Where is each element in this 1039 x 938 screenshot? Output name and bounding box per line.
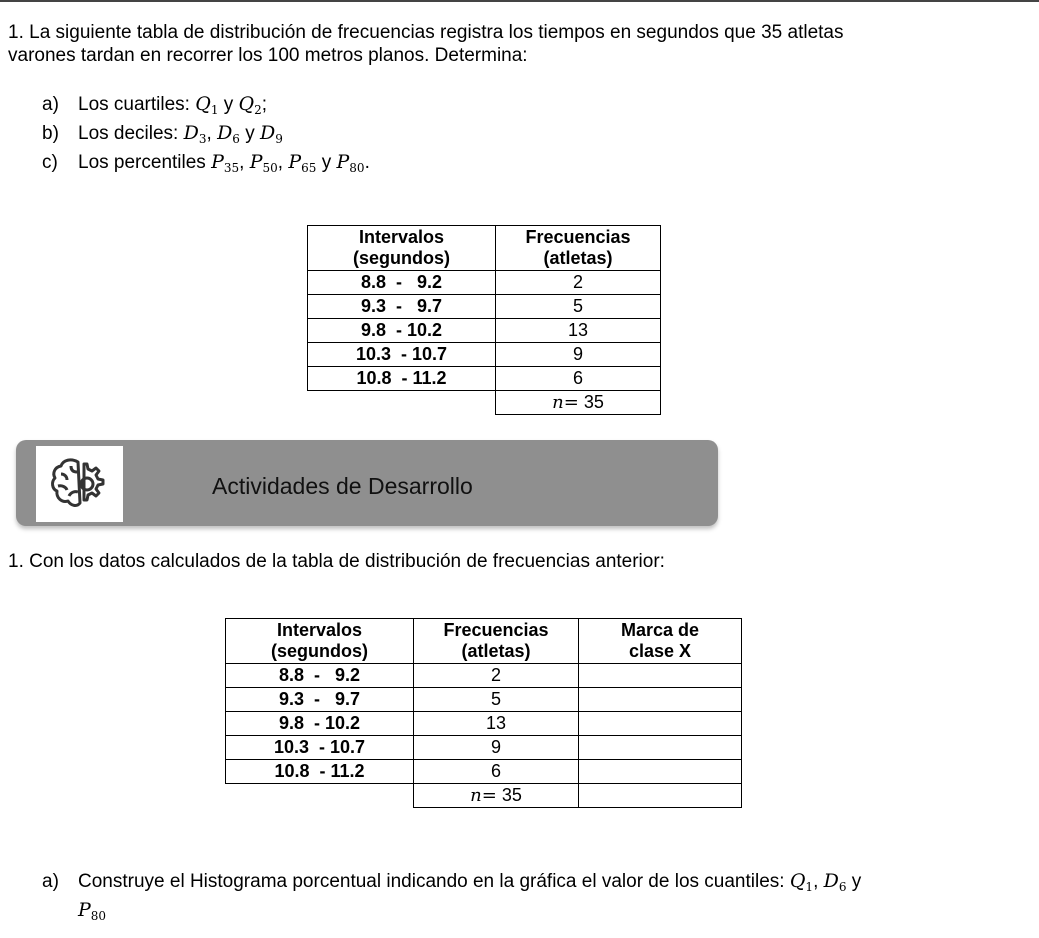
class-mark-cell[interactable] <box>579 736 742 760</box>
table-row: 10.3 - 10.7 9 <box>226 736 742 760</box>
math-p35: $P_{35}$ <box>211 151 240 175</box>
math-d6: $D_6$ <box>823 870 847 894</box>
total-row <box>308 391 661 415</box>
math-d3: $D_3$ <box>183 122 207 146</box>
math-p80: $P_{80}$ <box>336 151 365 175</box>
item-b: b) Los deciles: $D_3$, $D_6$ y $D_9$ <box>42 122 283 146</box>
header-intervals: Intervalos (segundos) <box>226 619 414 664</box>
question-a: a) Construye el Histograma porcentual indicando en la gráfica el valor de los cuantiles: $Q_1$, $D_6$ y <box>42 870 862 894</box>
class-mark-total-cell[interactable] <box>579 784 742 808</box>
math-d6: $D_6$ <box>217 122 240 146</box>
math-q1: $Q_1$ <box>195 93 219 117</box>
brain-gear-icon <box>36 446 123 522</box>
question-a-cont <box>78 899 106 922</box>
table-row: 10.8 - 11.2 6 <box>226 760 742 784</box>
item-a: a) Los cuartiles: $Q_1$ y $Q_2$; <box>42 93 268 117</box>
banner-title: Actividades de Desarrollo <box>212 473 473 499</box>
table-row: 9.3 - 9.7 5 <box>226 688 742 712</box>
header-frequencies: Frecuencias (atletas) <box>414 619 579 664</box>
math-p65: $P_{65}$ <box>288 151 317 175</box>
total-cell: n= 35 <box>414 784 579 808</box>
class-mark-cell[interactable] <box>579 760 742 784</box>
header-intervals: Intervalos (segundos) <box>308 226 496 271</box>
table-row: 9.8 - 10.2 13 <box>308 319 661 343</box>
math-p80: $P_{80}$ <box>78 899 107 923</box>
header-frequencies: Frecuencias (atletas) <box>496 226 661 271</box>
header-class-mark: Marca de clase X <box>579 619 742 664</box>
math-q2: $Q_2$ <box>238 93 262 117</box>
math-p50: $P_{50}$ <box>249 151 278 175</box>
table-row: 10.3 - 10.7 9 <box>308 343 661 367</box>
total-row <box>226 784 742 808</box>
problem-number: 1. <box>8 22 24 43</box>
activities-banner <box>16 440 718 526</box>
problem-line-2: varones tardan en recorrer los 100 metros planos. Determina: <box>8 45 528 66</box>
total-cell: n= 35 <box>496 391 661 415</box>
math-d9: $D_9$ <box>260 122 283 146</box>
table-row: 9.3 - 9.7 5 <box>308 295 661 319</box>
problem-line-1 <box>8 22 844 44</box>
frequency-table-1 <box>307 225 661 415</box>
table-row: 8.8 - 9.2 2 <box>308 271 661 295</box>
class-mark-cell[interactable] <box>579 664 742 688</box>
activity-intro: 1. Con los datos calculados de la tabla de distribución de frecuencias anterior: <box>8 551 665 572</box>
math-q1: $Q_1$ <box>789 870 814 894</box>
class-mark-cell[interactable] <box>579 712 742 736</box>
frequency-table-2 <box>225 618 742 808</box>
table-row: 9.8 - 10.2 13 <box>226 712 742 736</box>
problem-text-1: La siguiente tabla de distribución de frecuencias registra los tiempos en segundos que 35 atletas <box>29 22 844 43</box>
top-rule <box>0 0 1039 2</box>
class-mark-cell[interactable] <box>579 688 742 712</box>
table-row: 8.8 - 9.2 2 <box>226 664 742 688</box>
item-c: c) Los percentiles $P_{35}$, $P_{50}$, $P_{65}$ y $P_{80}$. <box>42 151 370 175</box>
table-row: 10.8 - 11.2 6 <box>308 367 661 391</box>
